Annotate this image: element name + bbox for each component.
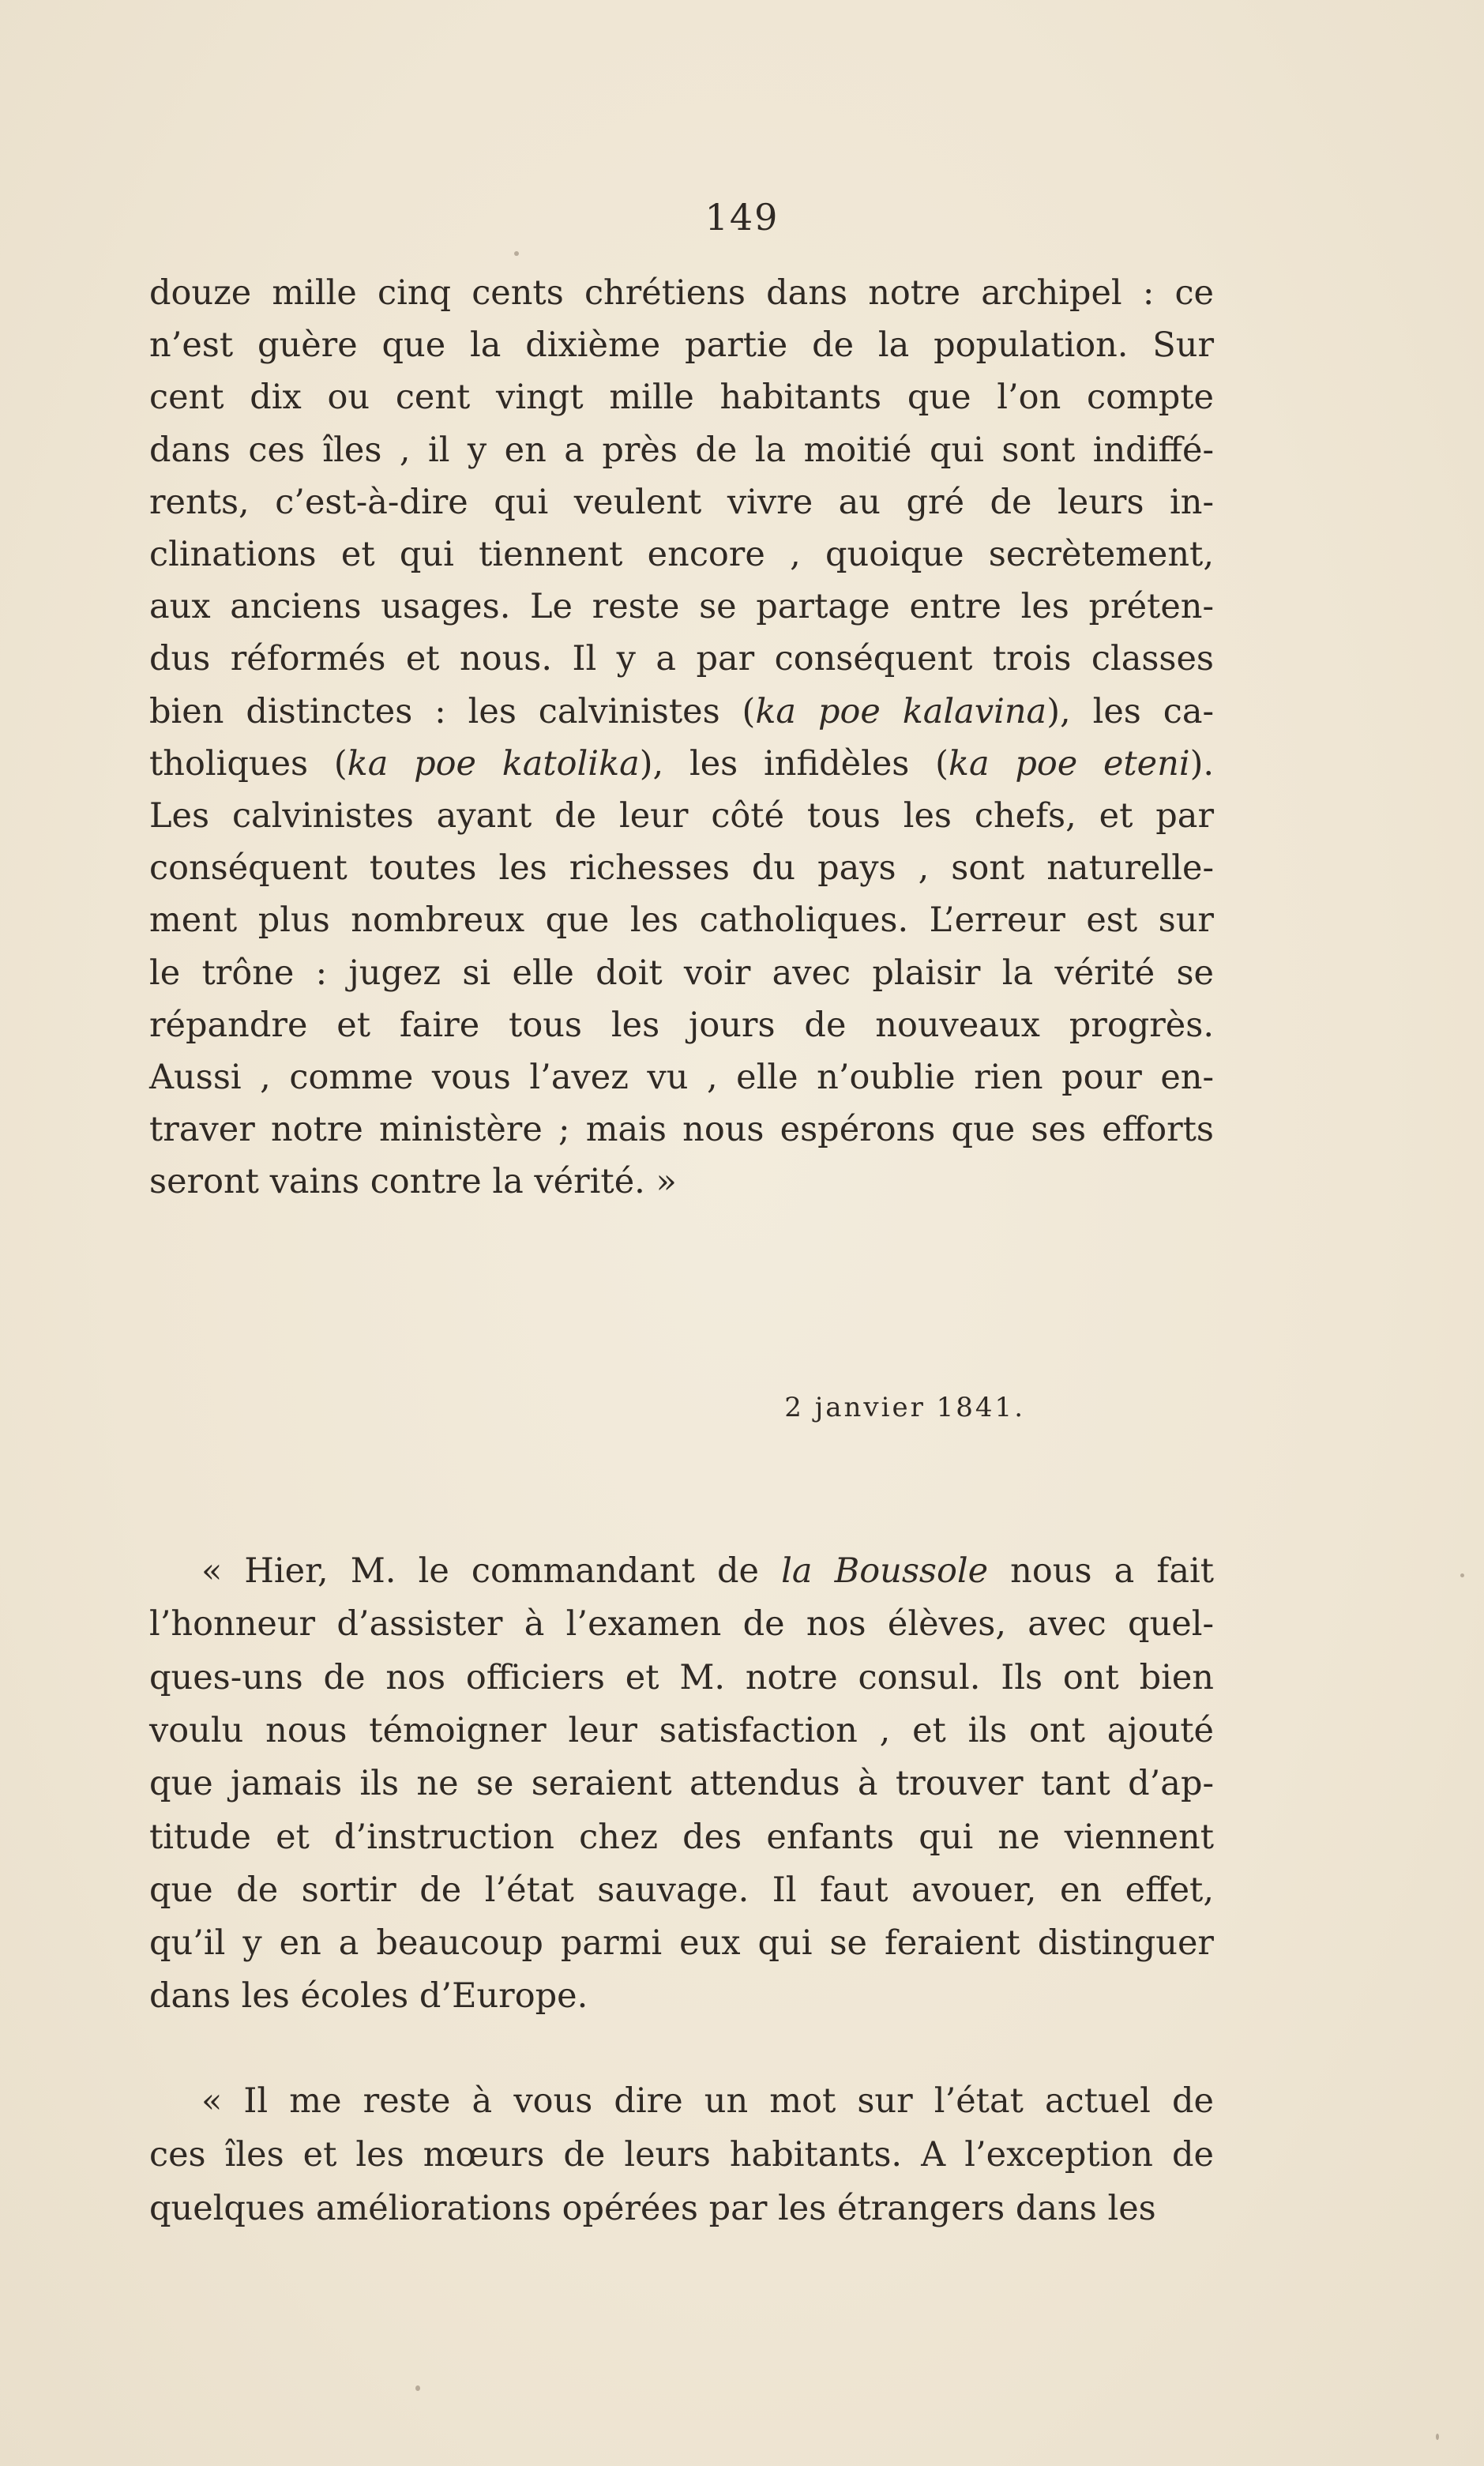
text-run: ces îles et les mœurs de leurs habitants. A l’exception de (149, 2135, 1214, 2175)
page-number: 149 (704, 196, 780, 239)
text-line (149, 528, 1214, 581)
text-line (149, 581, 1214, 633)
text-line (149, 633, 1214, 685)
text-run: voulu nous témoigner leur satisfaction , et ils ont ajouté (149, 1710, 1214, 1750)
text-run: traver notre ministère ; mais nous espérons que ses efforts (149, 1110, 1214, 1150)
italic-term: la Boussole (781, 1551, 989, 1591)
text-run: seront vains contre la vérité. » (149, 1162, 677, 1202)
text-run: qu’il y en a beaucoup parmi eux qui se feraient distinguer (149, 1923, 1214, 1964)
italic-term: ka poe katolika (347, 743, 640, 784)
italic-term: ka poe kalavina (755, 691, 1047, 731)
text-run: « Il me reste à vous dire un mot sur l’état actuel de (201, 2081, 1214, 2121)
paper-speck (514, 251, 519, 256)
text-line (149, 1757, 1214, 1810)
text-run: que de sortir de l’état sauvage. Il faut avouer, en effet, (149, 1870, 1214, 1910)
text-run: « Hier, M. le commandant de (201, 1551, 782, 1591)
paper-speck (1436, 2434, 1439, 2440)
text-line (149, 2129, 1214, 2181)
text-line (149, 267, 1214, 319)
text-run: ), les infidèles ( (639, 743, 949, 784)
text-run: le trône : jugez si elle doit voir avec plaisir la vérité se (149, 953, 1214, 993)
text-line (149, 1652, 1214, 1704)
text-line (149, 1103, 1214, 1156)
text-run: dus réformés et nous. Il y a par conséquent trois classes (149, 639, 1214, 679)
text-run: dans les écoles d’Europe. (149, 1976, 588, 2017)
text-run: Les calvinistes ayant de leur côté tous les chefs, et par (149, 796, 1214, 836)
text-line (149, 1051, 1214, 1103)
text-line (149, 1598, 1214, 1650)
text-line (149, 894, 1214, 946)
text-line (149, 2075, 1214, 2127)
text-run: dans ces îles , il y en a près de la moitié qui sont indiffé- (149, 430, 1214, 470)
text-line (149, 790, 1214, 842)
text-run: l’honneur d’assister à l’examen de nos élèves, avec quel- (149, 1604, 1214, 1645)
text-run: ), les ca- (1046, 691, 1215, 731)
text-line (149, 1811, 1214, 1863)
text-line (149, 842, 1214, 894)
text-line (149, 686, 1214, 738)
text-line (149, 319, 1214, 371)
text-line (149, 999, 1214, 1051)
text-line (149, 476, 1214, 528)
text-line (149, 1970, 1214, 2022)
text-line (149, 2182, 1214, 2235)
text-run: douze mille cinq cents chrétiens dans notre archipel : ce (149, 273, 1214, 313)
text-line (149, 1156, 1214, 1208)
paper-speck (415, 2385, 420, 2391)
text-run: aux anciens usages. Le reste se partage entre les préten- (149, 587, 1214, 627)
text-run: répandre et faire tous les jours de nouveaux progrès. (149, 1005, 1214, 1045)
text-line (149, 371, 1214, 423)
text-run: Aussi , comme vous l’avez vu , elle n’oublie rien pour en- (149, 1058, 1214, 1097)
text-run: clinations et qui tiennent encore , quoique secrètement, (149, 535, 1214, 574)
text-run: conséquent toutes les richesses du pays , sont naturelle- (149, 848, 1214, 889)
text-run: ). (1189, 743, 1215, 784)
text-run: n’est guère que la dixième partie de la population. Sur (149, 325, 1214, 366)
text-run: quelques améliorations opérées par les étrangers dans les (149, 2189, 1156, 2228)
italic-term: ka poe eteni (948, 743, 1190, 784)
text-line (149, 1917, 1214, 1969)
text-line (149, 1545, 1214, 1597)
text-line (149, 1705, 1214, 1757)
text-run: cent dix ou cent vingt mille habitants que l’on compte (149, 378, 1214, 418)
text-run: tholiques ( (149, 743, 348, 784)
text-run: ment plus nombreux que les catholiques. L’erreur est sur (149, 900, 1214, 941)
text-line (149, 424, 1214, 476)
text-run: nous a fait (988, 1551, 1214, 1591)
text-run: que jamais ils ne se seraient attendus à trouver tant d’ap- (149, 1764, 1214, 1804)
text-run: ques-uns de nos officiers et M. notre consul. Ils ont bien (149, 1657, 1214, 1697)
text-run: rents, c’est-à-dire qui veulent vivre au gré de leurs in- (149, 482, 1214, 522)
paper-speck (1460, 1573, 1464, 1577)
letter-date: 2 janvier 1841. (784, 1392, 1025, 1423)
text-line (149, 738, 1214, 790)
text-line (149, 1864, 1214, 1916)
text-run: bien distinctes : les calvinistes ( (149, 691, 756, 731)
text-line (149, 947, 1214, 999)
text-run: titude et d’instruction chez des enfants qui ne viennent (149, 1817, 1214, 1857)
